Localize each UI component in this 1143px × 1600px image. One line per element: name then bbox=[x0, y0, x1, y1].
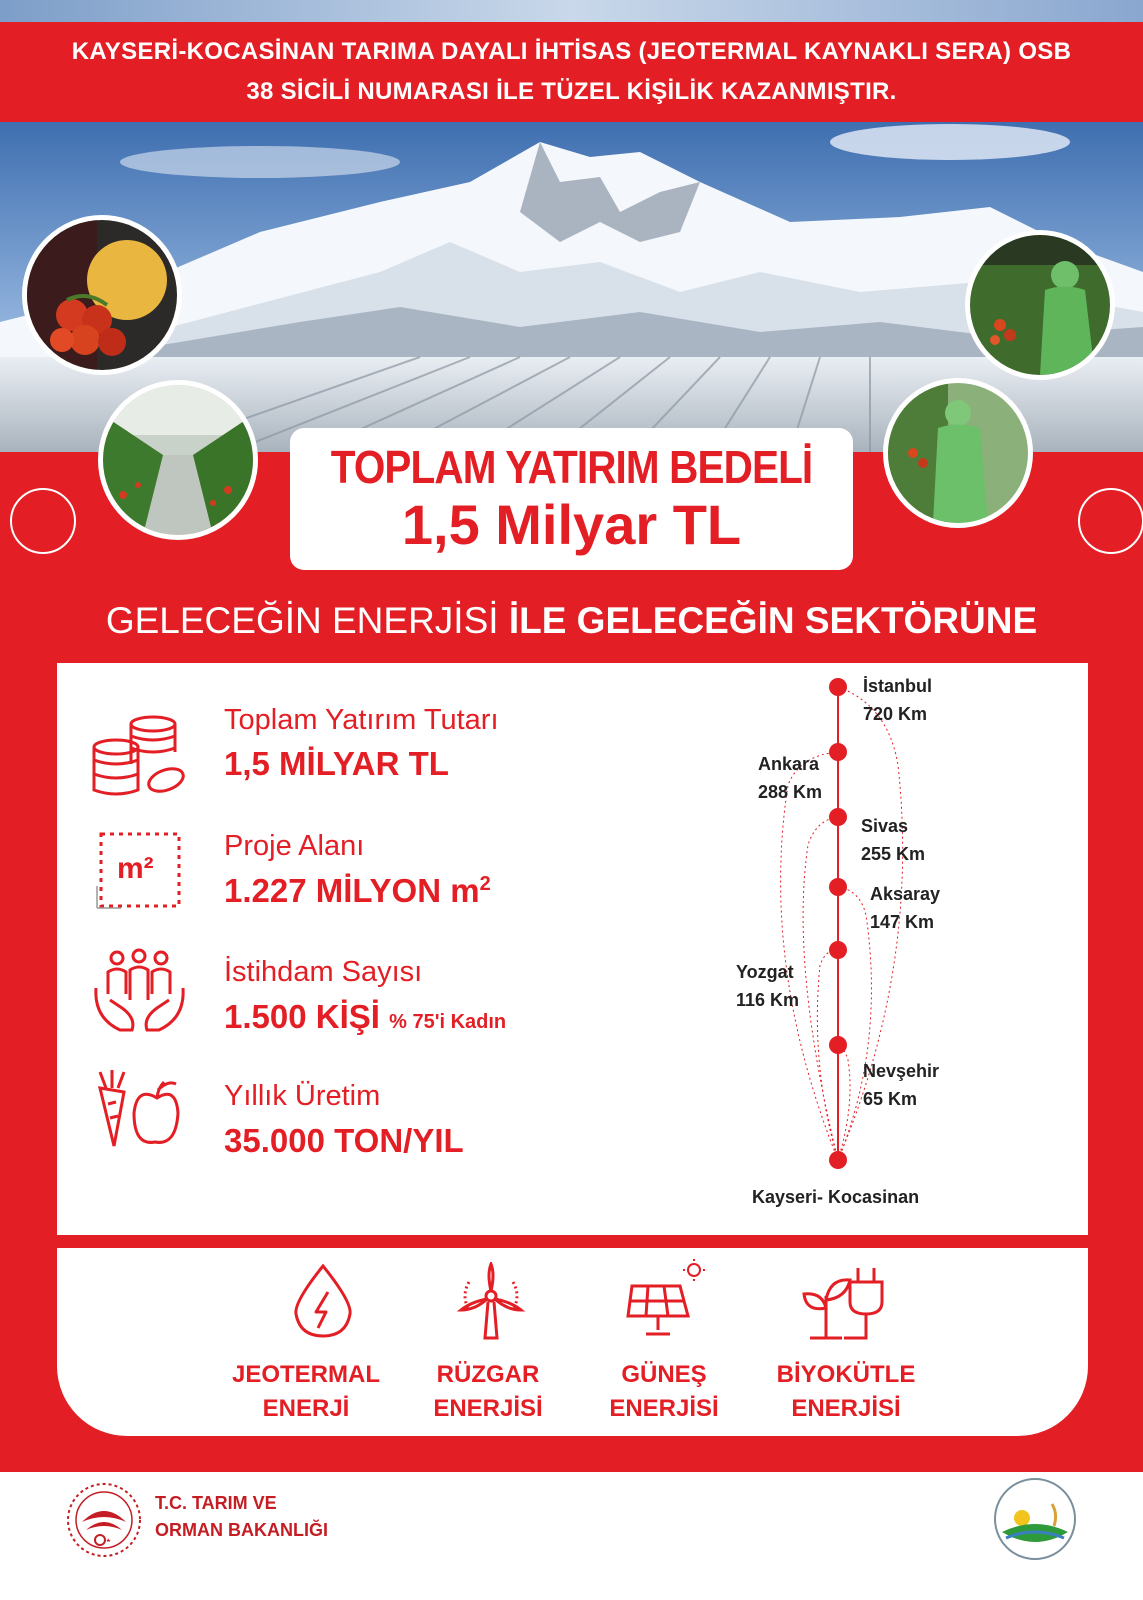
biomass-plug-icon bbox=[800, 1262, 892, 1342]
total-investment-box bbox=[290, 428, 853, 570]
sky-strip bbox=[0, 0, 1143, 22]
route-dot-nevsehir bbox=[829, 1036, 847, 1054]
stat-women-share: % 75'i Kadın bbox=[389, 1011, 507, 1033]
energy-label-line-1: BİYOKÜTLE bbox=[776, 1361, 916, 1388]
route-dot-sivas bbox=[829, 808, 847, 826]
solar-panel-icon bbox=[626, 1258, 708, 1340]
total-investment-title: TOPLAM YATIRIM BEDELİ bbox=[330, 441, 813, 493]
route-stop-yozgat bbox=[736, 958, 799, 1014]
ministry-name-line-2: ORMAN BAKANLIĞI bbox=[155, 1520, 328, 1540]
stat-value-area-text: 1.227 MİLYON m bbox=[224, 872, 480, 909]
route-dot-aksaray bbox=[829, 878, 847, 896]
route-dot-yozgat bbox=[829, 941, 847, 959]
energy-label-line-1: RÜZGAR bbox=[436, 1361, 540, 1388]
geothermal-drop-icon bbox=[288, 1262, 358, 1340]
osb-logo-icon bbox=[992, 1476, 1078, 1562]
energy-label-line-1: GÜNEŞ bbox=[621, 1361, 707, 1388]
stat-value-area-sup: 2 bbox=[479, 873, 491, 895]
banner-line-2: 38 SİCİLİ NUMARASI İLE TÜZEL KİŞİLİK KAZANMIŞTIR. bbox=[246, 78, 897, 105]
route-stop-aksaray bbox=[870, 880, 940, 936]
energy-label-wind bbox=[398, 1358, 578, 1426]
route-dot-ankara bbox=[829, 743, 847, 761]
energy-label-biomass bbox=[756, 1358, 936, 1426]
route-stop-name: Sivas bbox=[861, 816, 909, 836]
slogan-bold: İLE GELECEĞİN SEKTÖRÜNE bbox=[508, 600, 1038, 641]
ministry-name bbox=[155, 1490, 328, 1544]
tomatoes-photo bbox=[22, 215, 182, 375]
route-stop-name: Yozgat bbox=[736, 962, 794, 982]
stat-label-investment: Toplam Yatırım Tutarı bbox=[224, 704, 499, 736]
area-m2-icon-text: m² bbox=[117, 852, 154, 885]
energy-label-geothermal bbox=[216, 1358, 396, 1426]
area-m2-icon bbox=[95, 830, 183, 912]
route-stop-sivas bbox=[861, 812, 925, 868]
route-stop-distance: 288 Km bbox=[758, 782, 823, 802]
greenhouse-rows-photo bbox=[98, 380, 258, 540]
coins-icon bbox=[88, 712, 188, 802]
route-stop-name: Aksaray bbox=[870, 884, 941, 904]
banner-line-1: KAYSERİ-KOCASİNAN TARIMA DAYALI İHTİSAS (JEOTERMAL KAYNAKLI SERA) OSB bbox=[71, 38, 1072, 65]
route-stop-distance: 720 Km bbox=[863, 704, 928, 724]
worker-greenhouse-photo bbox=[883, 378, 1033, 528]
route-stop-istanbul bbox=[863, 672, 932, 728]
stat-value-area bbox=[224, 872, 491, 910]
route-stop-distance: 255 Km bbox=[861, 844, 926, 864]
vegetables-icon bbox=[92, 1068, 187, 1150]
route-dot-istanbul bbox=[829, 678, 847, 696]
route-stop-ankara bbox=[758, 750, 822, 806]
energy-label-solar bbox=[574, 1358, 754, 1426]
route-stop-distance: 65 Km bbox=[863, 1089, 918, 1109]
stat-value-employment-text: 1.500 KİŞİ bbox=[224, 998, 380, 1035]
stat-label-employment: İstihdam Sayısı bbox=[224, 956, 423, 988]
route-stop-name: Ankara bbox=[758, 754, 820, 774]
stat-value-employment bbox=[224, 998, 506, 1036]
stat-value-production: 35.000 TON/YIL bbox=[224, 1122, 464, 1159]
route-stop-nevsehir bbox=[863, 1057, 939, 1113]
decorative-ring-left bbox=[10, 488, 76, 554]
slogan-light: GELECEĞİN ENERJİSİ bbox=[105, 600, 499, 641]
top-banner bbox=[0, 22, 1143, 122]
stat-value-investment: 1,5 MİLYAR TL bbox=[224, 745, 449, 782]
wind-turbine-icon bbox=[455, 1262, 527, 1340]
stat-label-area: Proje Alanı bbox=[224, 830, 365, 862]
energy-label-line-2: ENERJİSİ bbox=[791, 1395, 901, 1422]
energy-label-line-2: ENERJİ bbox=[262, 1395, 350, 1422]
people-hands-icon bbox=[92, 948, 187, 1040]
energy-label-line-2: ENERJİSİ bbox=[433, 1395, 543, 1422]
route-dot-kayseri bbox=[829, 1151, 847, 1169]
route-stop-distance: 116 Km bbox=[736, 990, 800, 1010]
slogan bbox=[0, 600, 1143, 642]
worker-harvest-photo bbox=[965, 230, 1115, 380]
energy-label-line-1: JEOTERMAL bbox=[231, 1361, 380, 1388]
ministry-name-line-1: T.C. TARIM VE bbox=[155, 1493, 277, 1513]
stat-label-production: Yıllık Üretim bbox=[224, 1080, 381, 1112]
energy-label-line-2: ENERJİSİ bbox=[609, 1395, 719, 1422]
decorative-ring-right bbox=[1078, 488, 1143, 554]
ministry-emblem-icon bbox=[64, 1480, 144, 1560]
route-origin: Kayseri- Kocasinan bbox=[752, 1187, 920, 1207]
route-stop-name: İstanbul bbox=[863, 676, 933, 696]
total-investment-amount: 1,5 Milyar TL bbox=[401, 493, 742, 556]
route-stop-distance: 147 Km bbox=[870, 912, 935, 932]
route-stop-name: Nevşehir bbox=[863, 1061, 940, 1081]
